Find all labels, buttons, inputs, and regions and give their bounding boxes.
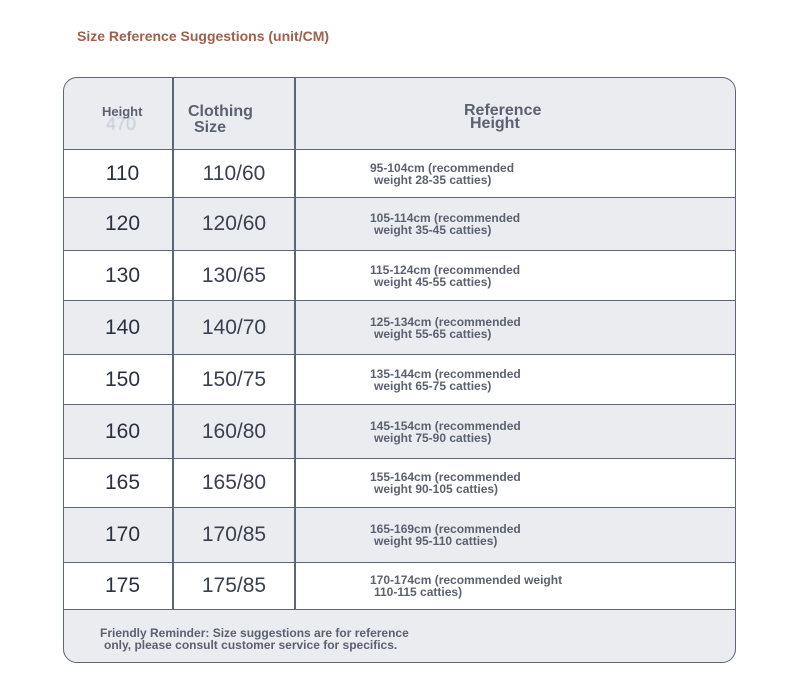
header-clothing-size: Clothing Size	[188, 103, 253, 136]
cell-height: 170	[104, 523, 141, 546]
cell-clothing-size: 140/70	[201, 315, 267, 339]
cell-reference-height: 125-134cm (recommended weight 55-65 catties)	[370, 314, 521, 341]
footer-text: Friendly Reminder: Size suggestions are for reference only, please consult customer service for specifics.	[100, 626, 409, 652]
cell-clothing-size: 120/60	[201, 212, 267, 235]
cell-height: 160	[104, 419, 141, 443]
cell-height: 150	[104, 367, 141, 391]
cell-reference-height: 165-169cm (recommended weight 95-110 catties)	[370, 522, 521, 548]
cell-reference-height: 115-124cm (recommended weight 45-55 catties)	[370, 262, 521, 289]
header-watermark-text: 470	[106, 114, 137, 134]
page-title: Size Reference Suggestions (unit/CM)	[77, 28, 330, 44]
column-divider	[172, 78, 174, 609]
header-reference-height: Reference Height	[464, 102, 542, 132]
table-row	[64, 458, 735, 507]
cell-clothing-size: 165/80	[201, 471, 267, 494]
column-divider	[294, 78, 296, 609]
cell-height: 110	[105, 161, 140, 185]
table-row	[64, 250, 735, 300]
cell-clothing-size: 170/85	[201, 523, 267, 546]
table-header	[64, 78, 735, 149]
size-chart-table	[63, 77, 736, 663]
table-row	[64, 507, 735, 562]
table-row	[64, 354, 735, 404]
cell-reference-height: 155-164cm (recommended weight 90-105 catties)	[370, 470, 521, 496]
cell-height: 130	[104, 263, 141, 287]
cell-clothing-size: 160/80	[201, 419, 267, 443]
cell-reference-height: 95-104cm (recommended weight 28-35 catties)	[370, 160, 515, 187]
cell-reference-height: 145-154cm (recommended weight 75-90 catties)	[370, 418, 521, 445]
cell-height: 120	[104, 212, 141, 235]
table-row	[64, 149, 735, 197]
cell-reference-height: 105-114cm (recommended weight 35-45 catties)	[370, 211, 521, 237]
cell-height: 165	[104, 471, 141, 494]
cell-clothing-size: 110/60	[202, 161, 266, 185]
table-row	[64, 300, 735, 354]
cell-clothing-size: 130/65	[201, 263, 267, 287]
cell-height: 140	[104, 315, 141, 339]
cell-height: 175	[104, 574, 141, 597]
table-row	[64, 404, 735, 458]
cell-clothing-size: 175/85	[201, 574, 267, 597]
footer-reminder	[64, 609, 735, 663]
cell-reference-height: 170-174cm (recommended weight 110-115 catties)	[370, 573, 563, 599]
header-height: Height	[102, 104, 143, 119]
table-row	[64, 562, 735, 609]
cell-clothing-size: 150/75	[201, 367, 267, 391]
table-row	[64, 197, 735, 250]
cell-reference-height: 135-144cm (recommended weight 65-75 catties)	[370, 366, 521, 393]
